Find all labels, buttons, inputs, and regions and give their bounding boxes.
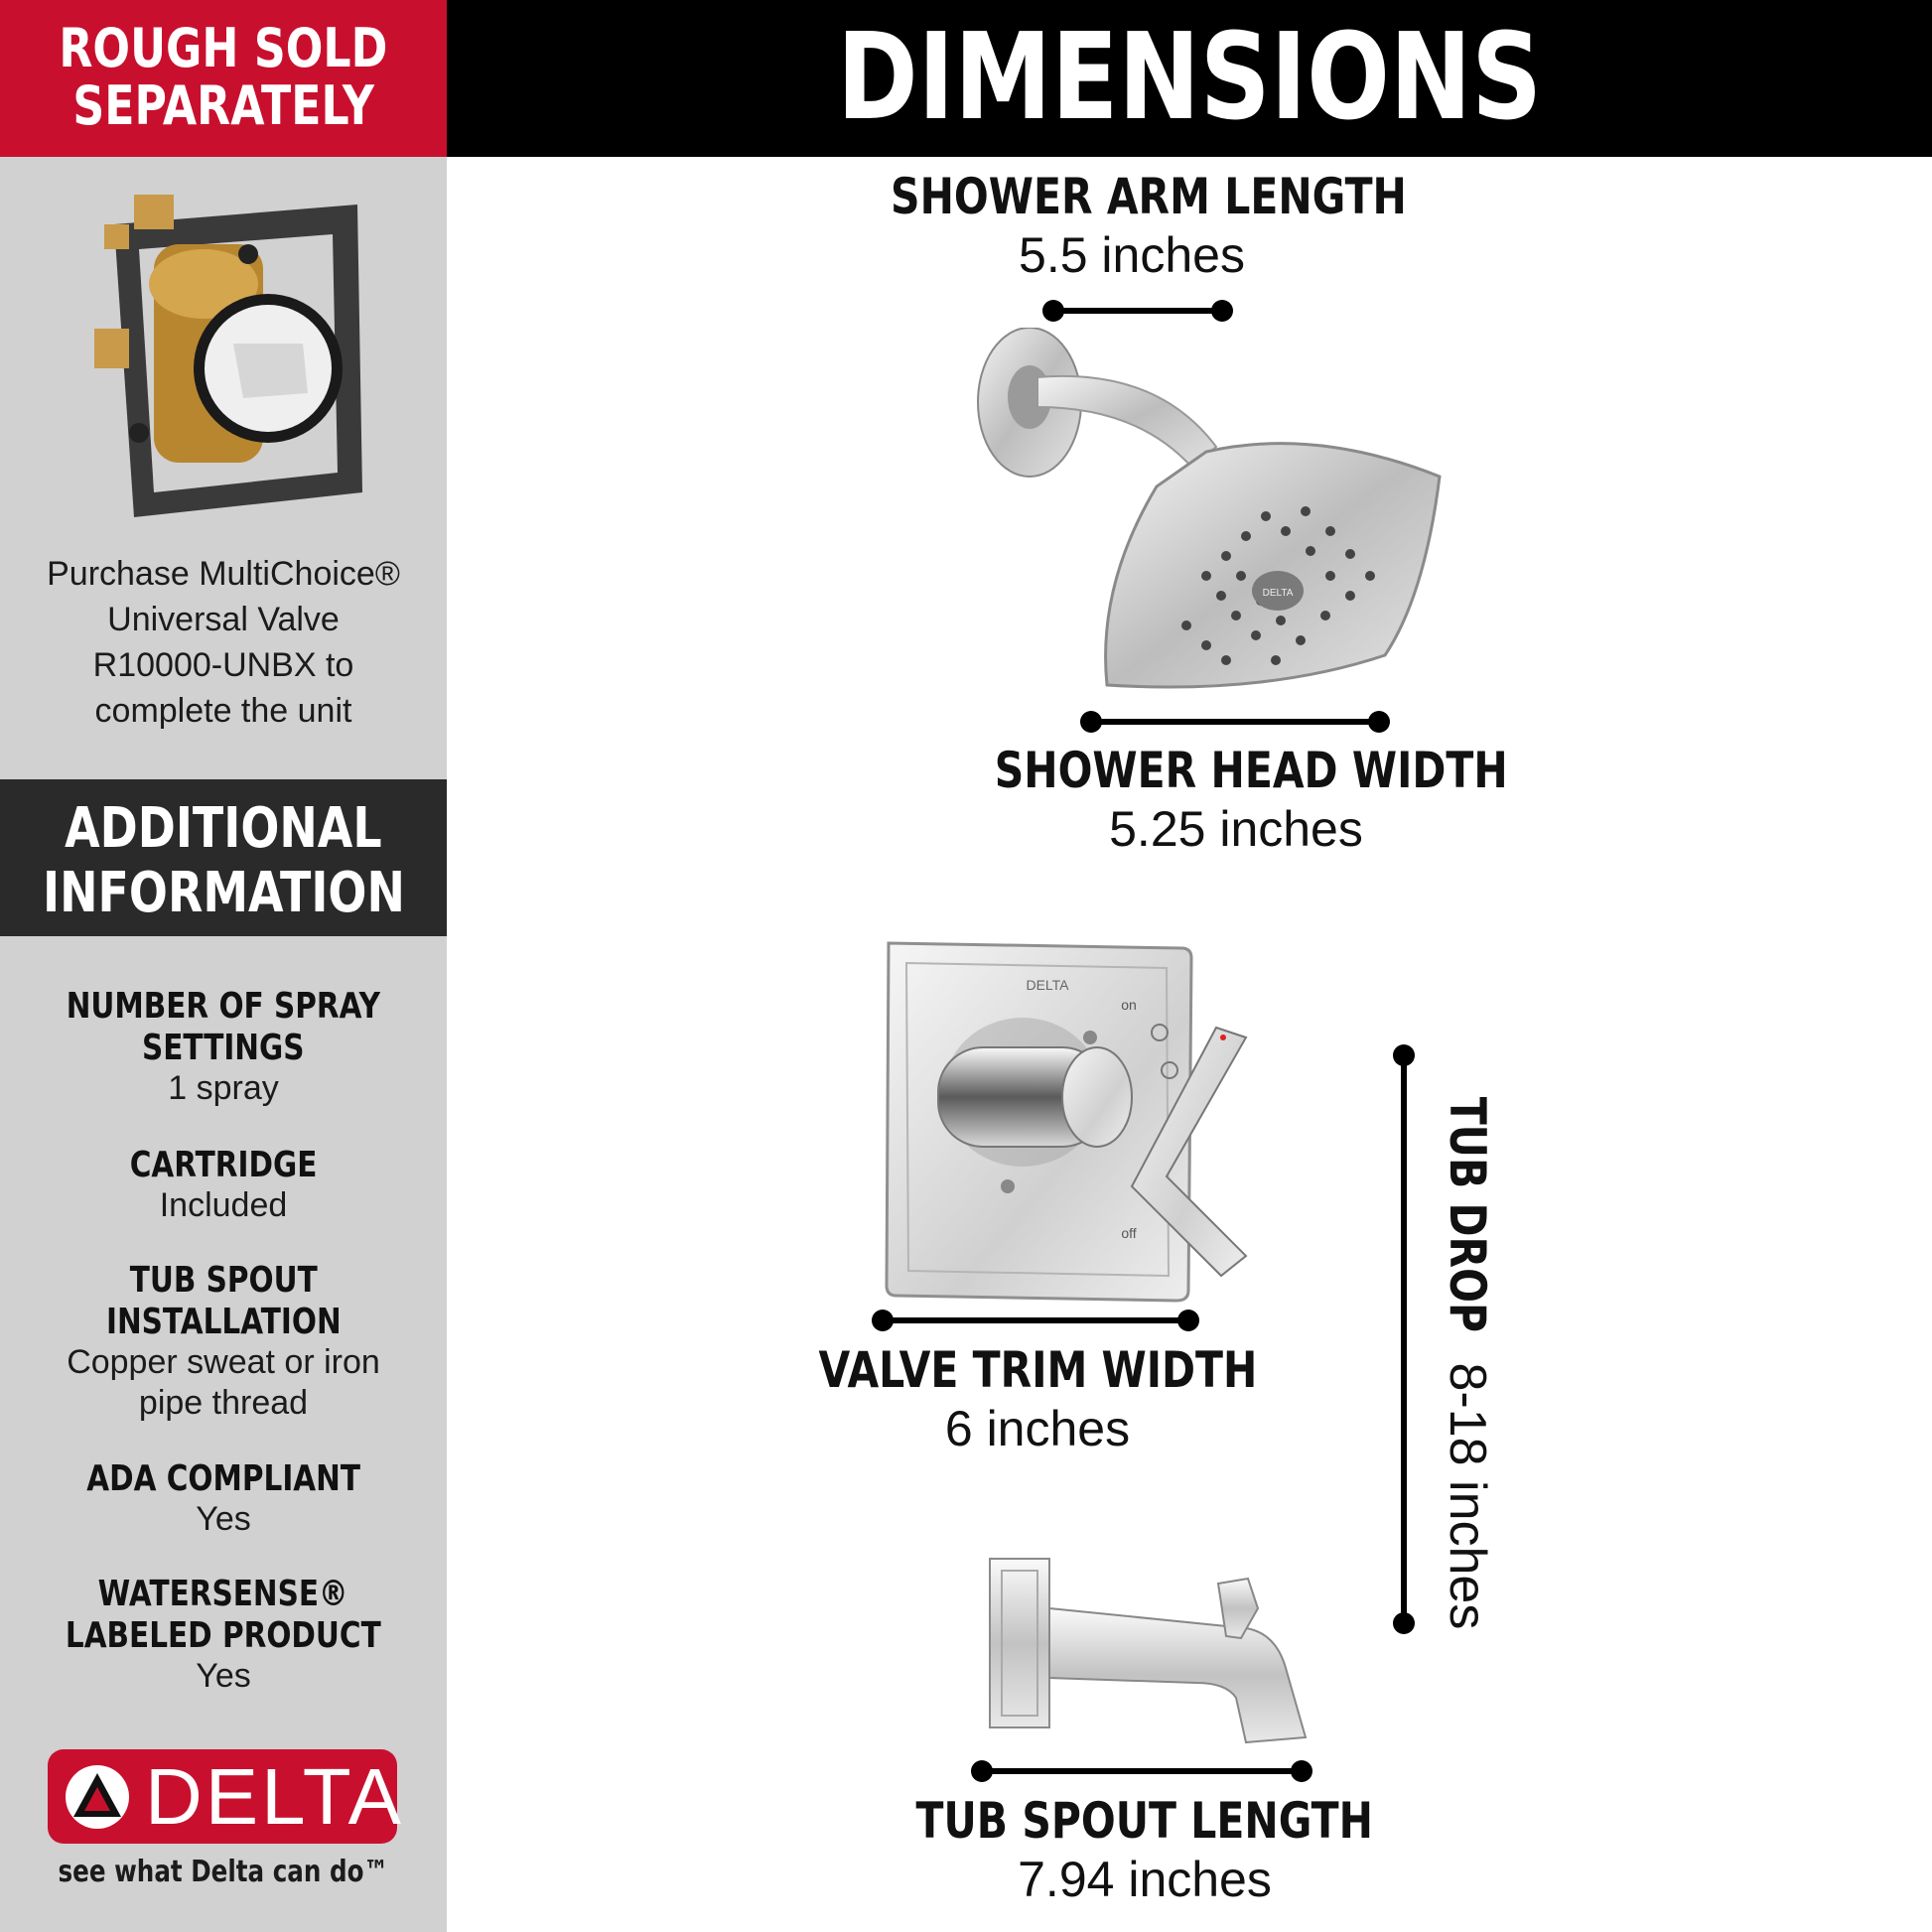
trim-on-mark: on <box>1121 997 1137 1013</box>
shower-head-dimension <box>938 743 1534 860</box>
dimension-dot <box>971 1760 993 1782</box>
rough-valve-image <box>94 195 372 527</box>
spec-value: Copper sweat or iron <box>67 1343 380 1381</box>
dimension-dot <box>1393 1044 1415 1066</box>
tub-spout-value: 7.94 inches <box>1018 1852 1272 1907</box>
valve-trim-dimension <box>740 1342 1335 1459</box>
spec-label: TUB SPOUT <box>129 1260 318 1301</box>
spec-value: Yes <box>196 1657 251 1695</box>
shower-arm-line <box>1052 308 1223 314</box>
purchase-line-1: Purchase MultiChoice® <box>47 555 400 593</box>
rough-sold-separately-banner <box>0 0 447 157</box>
valve-trim-line <box>882 1317 1189 1323</box>
shower-arm-label: SHOWER ARM LENGTH <box>891 168 1407 225</box>
purchase-valve-note <box>0 551 447 734</box>
spec-label: LABELED PRODUCT <box>66 1615 381 1656</box>
valve-trim-brand: DELTA <box>1026 977 1069 993</box>
spec-label: ADA COMPLIANT <box>86 1458 360 1499</box>
shower-head-line <box>1090 719 1380 725</box>
dimension-dot <box>1291 1760 1312 1782</box>
tub-spout-label: TUB SPOUT LENGTH <box>915 1792 1374 1850</box>
dimension-dot <box>1211 300 1233 322</box>
shower-head-brand: DELTA <box>1262 588 1294 599</box>
spec-label: NUMBER OF SPRAY <box>66 986 381 1027</box>
purchase-line-3: R10000-UNBX to <box>92 646 354 684</box>
tub-drop-value: 8-18 inches <box>1439 1362 1496 1630</box>
shower-head-image <box>968 328 1445 700</box>
spec-cartridge <box>0 1144 447 1226</box>
tub-spout-dimension <box>847 1793 1443 1910</box>
additional-line-1: ADDITIONAL <box>65 796 382 861</box>
delta-wordmark: DELTA <box>145 1752 404 1841</box>
purchase-line-4: complete the unit <box>94 692 352 730</box>
valve-trim-value: 6 inches <box>944 1401 1131 1456</box>
left-info-panel <box>0 0 447 1932</box>
rough-banner-line-1: ROUGH SOLD <box>59 17 388 79</box>
dimensions-header <box>447 0 1932 157</box>
shower-head-label: SHOWER HEAD WIDTH <box>994 742 1508 799</box>
delta-triangle-icon <box>64 1763 131 1831</box>
spec-label: CARTRIDGE <box>129 1145 318 1185</box>
tub-drop-label: TUB DROP <box>1439 1096 1496 1333</box>
shower-arm-dimension <box>834 169 1430 286</box>
spec-value: Included <box>159 1186 288 1224</box>
spec-value: Yes <box>196 1500 251 1538</box>
shower-arm-value: 5.5 inches <box>1019 227 1245 283</box>
additional-information-banner <box>0 779 447 936</box>
spec-label: WATERSENSE® <box>98 1574 348 1614</box>
tub-drop-dimension <box>1408 1082 1527 1630</box>
dimension-dot <box>1177 1310 1199 1331</box>
spec-value: 1 spray <box>168 1069 279 1107</box>
additional-line-2: INFORMATION <box>42 861 405 925</box>
shower-head-value: 5.25 inches <box>1109 801 1363 857</box>
spec-ada-compliant <box>0 1457 447 1540</box>
spec-watersense <box>0 1573 447 1697</box>
spec-spray-settings <box>0 985 447 1109</box>
valve-trim-label: VALVE TRIM WIDTH <box>818 1341 1257 1399</box>
trim-off-mark: off <box>1121 1225 1137 1241</box>
purchase-line-2: Universal Valve <box>107 601 340 638</box>
header-title: DIMENSIONS <box>836 9 1543 147</box>
valve-trim-image <box>879 938 1256 1306</box>
spec-value: pipe thread <box>138 1384 309 1422</box>
tub-drop-line <box>1401 1054 1407 1624</box>
dimension-dot <box>1368 711 1390 733</box>
delta-logo <box>48 1749 404 1844</box>
dimension-dot <box>1080 711 1102 733</box>
delta-tagline: see what Delta can do™ <box>58 1855 389 1889</box>
rough-banner-line-2: SEPARATELY <box>72 74 374 137</box>
tub-spout-image <box>988 1549 1320 1747</box>
spec-tub-spout-installation <box>0 1259 447 1424</box>
spec-label: SETTINGS <box>142 1028 305 1068</box>
dimension-dot <box>872 1310 894 1331</box>
dimension-dot <box>1042 300 1064 322</box>
tub-spout-line <box>981 1768 1304 1774</box>
spec-label: INSTALLATION <box>105 1302 342 1342</box>
